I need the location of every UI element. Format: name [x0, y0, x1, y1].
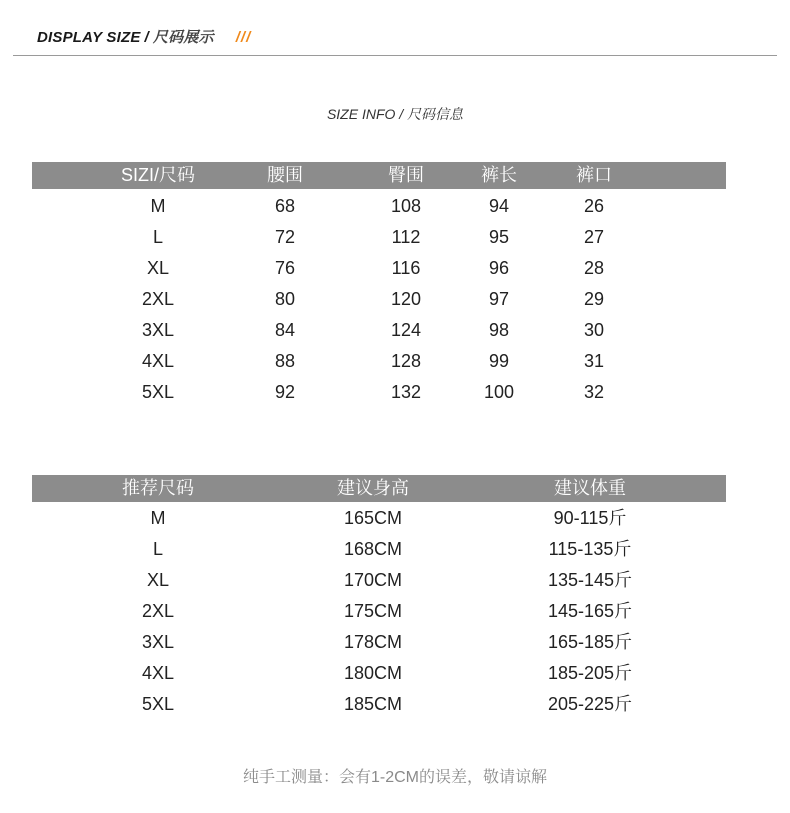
- height-cell: 165CM: [343, 508, 403, 528]
- length-cell: 98: [488, 320, 510, 340]
- waist-cell: 80: [274, 289, 296, 309]
- size-col-header: SIZI/尺码: [120, 165, 195, 185]
- size-table-body: [0, 191, 790, 408]
- page-header: [37, 26, 251, 47]
- waist-cell: 68: [274, 196, 296, 216]
- height-cell: 178CM: [343, 632, 403, 652]
- table-row: [0, 346, 790, 377]
- table-row: [0, 627, 790, 658]
- size-cell: 4XL: [141, 351, 175, 371]
- length-col-header: 裤长: [481, 165, 517, 185]
- table-row: [0, 253, 790, 284]
- length-cell: 95: [488, 227, 510, 247]
- measurement-note: 纯手工测量：会有1-2CM的误差，敬请谅解: [242, 769, 547, 786]
- size-cell: 2XL: [141, 289, 175, 309]
- height-cell: 180CM: [343, 663, 403, 683]
- header-title-cn: 尺码展示: [152, 29, 214, 46]
- header-divider: [13, 55, 777, 56]
- size-table-header: [32, 162, 726, 189]
- recommend-size-cell: 5XL: [141, 694, 175, 714]
- recommend-size-cell: 2XL: [141, 601, 175, 621]
- hem-col-header: 裤口: [576, 165, 612, 185]
- height-cell: 185CM: [343, 694, 403, 714]
- hip-cell: 108: [390, 196, 422, 216]
- length-cell: 94: [488, 196, 510, 216]
- size-cell: 3XL: [141, 320, 175, 340]
- hip-cell: 124: [390, 320, 422, 340]
- weight-col-header: 建议体重: [554, 478, 626, 498]
- waist-cell: 72: [274, 227, 296, 247]
- table-row: [0, 315, 790, 346]
- header-separator: /: [144, 29, 149, 46]
- hip-cell: 120: [390, 289, 422, 309]
- hem-cell: 29: [583, 289, 605, 309]
- recommend-table-body: [0, 503, 790, 720]
- hip-cell: 128: [390, 351, 422, 371]
- waist-col-header: 腰围: [267, 165, 303, 185]
- waist-cell: 76: [274, 258, 296, 278]
- height-col-header: 建议身高: [337, 478, 409, 498]
- weight-cell: 135-145斤: [547, 570, 633, 590]
- weight-cell: 145-165斤: [547, 601, 633, 621]
- hem-cell: 31: [583, 351, 605, 371]
- hem-cell: 30: [583, 320, 605, 340]
- size-cell: M: [150, 196, 166, 216]
- weight-cell: 205-225斤: [547, 694, 633, 714]
- recommend-size-cell: 4XL: [141, 663, 175, 683]
- height-cell: 168CM: [343, 539, 403, 559]
- height-cell: 175CM: [343, 601, 403, 621]
- size-cell: 5XL: [141, 382, 175, 402]
- length-cell: 99: [488, 351, 510, 371]
- recommend-size-cell: L: [152, 539, 163, 559]
- table-row: [0, 565, 790, 596]
- waist-cell: 92: [274, 382, 296, 402]
- hem-cell: 26: [583, 196, 605, 216]
- table-row: [0, 222, 790, 253]
- height-cell: 170CM: [343, 570, 403, 590]
- recommend-size-cell: XL: [146, 570, 170, 590]
- recommend-size-cell: 3XL: [141, 632, 175, 652]
- table-row: [0, 534, 790, 565]
- table-row: [0, 596, 790, 627]
- size-cell: XL: [146, 258, 170, 278]
- hem-cell: 28: [583, 258, 605, 278]
- section-subtitle: SIZE INFO / 尺码信息: [326, 106, 464, 122]
- hip-cell: 132: [390, 382, 422, 402]
- hem-cell: 32: [583, 382, 605, 402]
- table-row: [0, 377, 790, 408]
- size-cell: L: [152, 227, 163, 247]
- weight-cell: 90-115斤: [553, 508, 627, 528]
- header-decoration: ///: [235, 29, 252, 46]
- hip-cell: 112: [391, 227, 421, 247]
- table-row: [0, 503, 790, 534]
- table-row: [0, 689, 790, 720]
- recommend-size-col-header: 推荐尺码: [122, 478, 194, 498]
- recommend-size-cell: M: [150, 508, 166, 528]
- weight-cell: 165-185斤: [547, 632, 633, 652]
- weight-cell: 115-135斤: [548, 539, 632, 559]
- table-row: [0, 658, 790, 689]
- waist-cell: 84: [274, 320, 296, 340]
- hip-col-header: 臀围: [388, 165, 424, 185]
- waist-cell: 88: [274, 351, 296, 371]
- length-cell: 97: [488, 289, 510, 309]
- header-title-en: DISPLAY SIZE: [37, 29, 141, 46]
- weight-cell: 185-205斤: [547, 663, 633, 683]
- length-cell: 100: [483, 382, 515, 402]
- table-row: [0, 284, 790, 315]
- hip-cell: 116: [391, 258, 421, 278]
- length-cell: 96: [488, 258, 510, 278]
- table-row: [0, 191, 790, 222]
- recommend-table-header: [32, 475, 726, 502]
- hem-cell: 27: [583, 227, 605, 247]
